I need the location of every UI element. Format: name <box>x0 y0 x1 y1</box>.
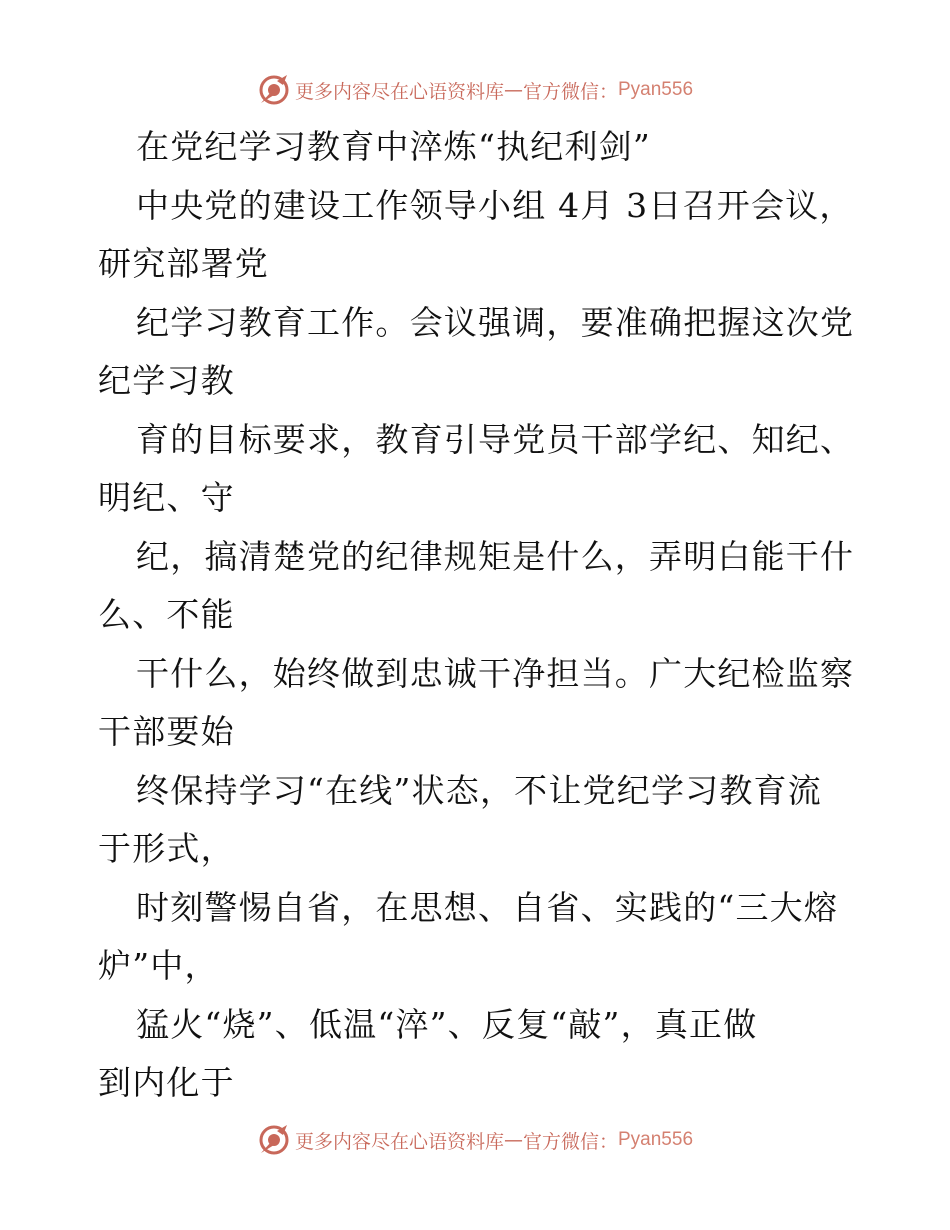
document-body <box>98 118 858 1113</box>
watermark-id: Pyan556 <box>618 1129 694 1150</box>
text-line: 猛火“烧”、低温“淬”、反复“敲”，真正做 <box>136 1004 758 1044</box>
pen-logo-icon <box>257 73 291 107</box>
text-line: 中央党的建设工作领导小组 4月 3日召开会议， <box>136 185 854 225</box>
text-line: 育的目标要求，教育引导党员干部学纪、知纪、 <box>136 419 855 459</box>
text-line: 到内化于 <box>98 1063 235 1102</box>
text-line: 终保持学习“在线”状态，不让党纪学习教育流 <box>136 770 822 810</box>
text-line: 干部要始 <box>98 712 235 751</box>
watermark-label: 官方微信： <box>522 1130 618 1153</box>
text-line: 纪，搞清楚党的纪律规矩是什么，弄明白能干什 <box>136 536 855 576</box>
text-line: 么、不能 <box>98 595 235 634</box>
text-line: 于形式， <box>98 829 235 868</box>
watermark-separator: — <box>503 1129 523 1151</box>
text-line: 研究部署党 <box>98 244 269 283</box>
header-watermark <box>0 70 950 110</box>
pen-logo-icon <box>257 1123 291 1157</box>
document-title: 在党纪学习教育中淬炼“执纪利剑” <box>136 127 651 166</box>
watermark-text: 更多内容尽在心语资料库 <box>294 1130 504 1153</box>
text-line: 炉”中， <box>98 946 219 985</box>
text-line: 明纪、守 <box>98 478 235 517</box>
text-line: 时刻警惕自省，在思想、自省、实践的“三大熔 <box>136 887 839 927</box>
watermark-id: Pyan556 <box>618 79 694 100</box>
watermark-separator: — <box>503 79 523 101</box>
watermark-label: 官方微信： <box>522 80 618 103</box>
watermark-text: 更多内容尽在心语资料库 <box>294 80 504 103</box>
text-line: 干什么，始终做到忠诚干净担当。广大纪检监察 <box>136 653 855 693</box>
footer-watermark <box>0 1120 950 1160</box>
text-line: 纪学习教育工作。会议强调，要准确把握这次党 <box>136 302 855 342</box>
text-line: 纪学习教 <box>98 361 235 400</box>
